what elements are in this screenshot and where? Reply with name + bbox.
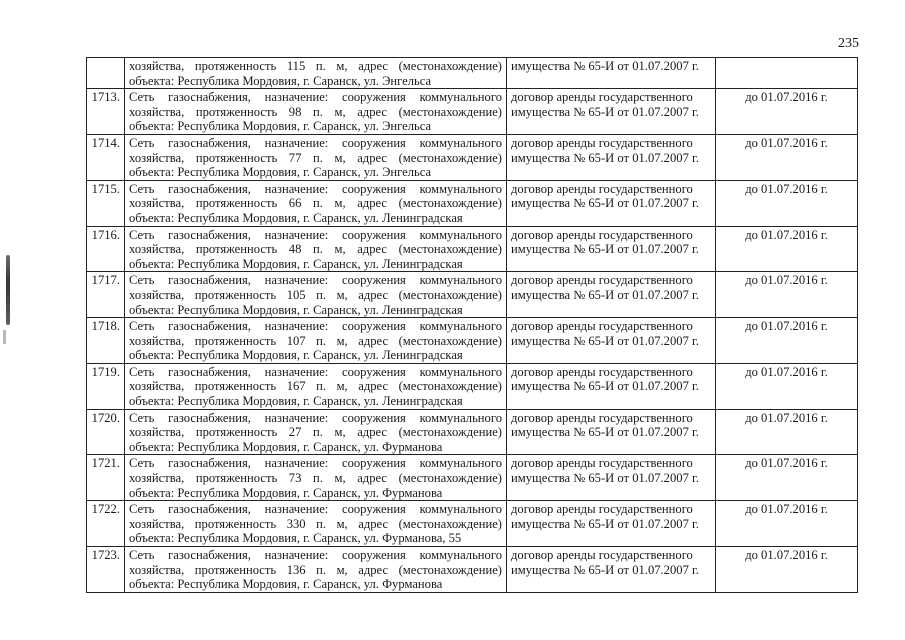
description-line: Сеть газоснабжения, назначение: сооружения коммунального — [129, 410, 502, 425]
basis-document-cell — [507, 134, 716, 180]
term-date-cell: до 01.07.2016 г. — [716, 134, 858, 180]
basis-line: имущества № 65-И от 01.07.2007 г. — [511, 150, 699, 165]
basis-document-cell — [507, 318, 716, 364]
basis-line: имущества № 65-И от 01.07.2007 г. — [511, 333, 699, 348]
object-description-cell — [125, 455, 507, 501]
object-description-cell — [125, 226, 507, 272]
basis-line: имущества № 65-И от 01.07.2007 г. — [511, 471, 699, 486]
table-row — [87, 455, 858, 501]
basis-line: договор аренды государственного — [511, 273, 693, 288]
basis-document-cell — [507, 501, 716, 547]
description-line: Сеть газоснабжения, назначение: сооружения коммунального — [129, 456, 502, 471]
description-line: Сеть газоснабжения, назначение: сооружения коммунального — [129, 548, 502, 562]
description-line: хозяйства, протяженность 330 п. м, адрес (местонахождение) — [129, 516, 502, 531]
row-number-cell: 1721. — [87, 455, 125, 501]
description-line: хозяйства, протяженность 77 п. м, адрес (местонахождение) — [129, 150, 502, 165]
property-register-table — [86, 57, 858, 593]
description-line: объекта: Республика Мордовия, г. Саранск, ул. Ленинградская — [129, 302, 463, 317]
description-line: хозяйства, протяженность 27 п. м, адрес (местонахождение) — [129, 425, 502, 440]
object-description-cell — [125, 180, 507, 226]
table-row — [87, 226, 858, 272]
basis-line: имущества № 65-И от 01.07.2007 г. — [511, 104, 699, 119]
description-line: объекта: Республика Мордовия, г. Саранск, ул. Энгельса — [129, 73, 432, 88]
term-date-cell — [716, 58, 858, 89]
table-row — [87, 89, 858, 135]
object-description-cell — [125, 318, 507, 364]
term-date-cell: до 01.07.2016 г. — [716, 318, 858, 364]
description-line: хозяйства, протяженность 66 п. м, адрес (местонахождение) — [129, 196, 502, 211]
term-date-cell: до 01.07.2016 г. — [716, 409, 858, 455]
object-description-cell — [125, 363, 507, 409]
description-line: объекта: Республика Мордовия, г. Саранск, ул. Ленинградская — [129, 210, 463, 225]
basis-document-cell — [507, 547, 716, 593]
description-line: хозяйства, протяженность 107 п. м, адрес (местонахождение) — [129, 333, 502, 348]
description-line: хозяйства, протяженность 48 п. м, адрес (местонахождение) — [129, 242, 502, 257]
row-number-cell: 1720. — [87, 409, 125, 455]
term-date-cell: до 01.07.2016 г. — [716, 272, 858, 318]
row-number-cell: 1719. — [87, 363, 125, 409]
description-line: объекта: Республика Мордовия, г. Саранск, ул. Фурманова — [129, 439, 443, 454]
basis-line: имущества № 65-И от 01.07.2007 г. — [511, 59, 699, 73]
table-row — [87, 409, 858, 455]
object-description-cell — [125, 272, 507, 318]
basis-document-cell — [507, 226, 716, 272]
basis-line: договор аренды государственного — [511, 502, 693, 517]
object-description-cell — [125, 501, 507, 547]
description-line: объекта: Республика Мордовия, г. Саранск, ул. Энгельса — [129, 119, 432, 134]
row-number-cell — [87, 58, 125, 89]
description-line: объекта: Республика Мордовия, г. Саранск, ул. Ленинградская — [129, 348, 463, 363]
basis-line: договор аренды государственного — [511, 227, 693, 242]
description-line: Сеть газоснабжения, назначение: сооружения коммунального — [129, 319, 502, 334]
term-date-cell: до 01.07.2016 г. — [716, 226, 858, 272]
description-line: Сеть газоснабжения, назначение: сооружения коммунального — [129, 273, 502, 288]
term-date-cell: до 01.07.2016 г. — [716, 363, 858, 409]
description-line: Сеть газоснабжения, назначение: сооружения коммунального — [129, 364, 502, 379]
description-line: хозяйства, протяженность 167 п. м, адрес (местонахождение) — [129, 379, 502, 394]
table-row — [87, 363, 858, 409]
basis-line: имущества № 65-И от 01.07.2007 г. — [511, 287, 699, 302]
row-number-cell: 1715. — [87, 180, 125, 226]
description-line: Сеть газоснабжения, назначение: сооружения коммунального — [129, 135, 502, 150]
basis-line: договор аренды государственного — [511, 181, 693, 196]
table-row — [87, 134, 858, 180]
description-line: Сеть газоснабжения, назначение: сооружения коммунального — [129, 502, 502, 517]
row-number-cell: 1714. — [87, 134, 125, 180]
basis-line: договор аренды государственного — [511, 410, 693, 425]
row-number-cell: 1716. — [87, 226, 125, 272]
table-body — [87, 58, 858, 593]
object-description-cell — [125, 409, 507, 455]
basis-line: договор аренды государственного — [511, 90, 693, 105]
term-date-cell: до 01.07.2016 г. — [716, 455, 858, 501]
description-line: Сеть газоснабжения, назначение: сооружения коммунального — [129, 227, 502, 242]
description-line: Сеть газоснабжения, назначение: сооружения коммунального — [129, 181, 502, 196]
basis-line: договор аренды государственного — [511, 548, 693, 562]
description-line: объекта: Республика Мордовия, г. Саранск, ул. Ленинградская — [129, 394, 463, 409]
basis-document-cell — [507, 363, 716, 409]
object-description-cell — [125, 134, 507, 180]
basis-line: имущества № 65-И от 01.07.2007 г. — [511, 196, 699, 211]
basis-line: имущества № 65-И от 01.07.2007 г. — [511, 379, 699, 394]
object-description-cell — [125, 89, 507, 135]
description-line: объекта: Республика Мордовия, г. Саранск, ул. Фурманова — [129, 577, 443, 592]
row-number-cell: 1723. — [87, 547, 125, 593]
table-row-continuation — [87, 58, 858, 89]
table-row — [87, 547, 858, 593]
object-description-cell — [125, 547, 507, 593]
description-line: объекта: Республика Мордовия, г. Саранск, ул. Фурманова — [129, 485, 443, 500]
basis-line: имущества № 65-И от 01.07.2007 г. — [511, 562, 699, 577]
basis-document-cell — [507, 409, 716, 455]
term-date-cell: до 01.07.2016 г. — [716, 89, 858, 135]
term-date-cell: до 01.07.2016 г. — [716, 180, 858, 226]
description-line: объекта: Республика Мордовия, г. Саранск, ул. Ленинградская — [129, 256, 463, 271]
basis-line: имущества № 65-И от 01.07.2007 г. — [511, 242, 699, 257]
description-line: хозяйства, протяженность 136 п. м, адрес (местонахождение) — [129, 562, 502, 577]
term-date-cell: до 01.07.2016 г. — [716, 547, 858, 593]
table-row — [87, 180, 858, 226]
page-number: 235 — [838, 36, 859, 51]
basis-document-cell — [507, 89, 716, 135]
description-line: хозяйства, протяженность 115 п. м, адрес (местонахождение) — [129, 59, 502, 73]
row-number-cell: 1722. — [87, 501, 125, 547]
description-line: хозяйства, протяженность 105 п. м, адрес (местонахождение) — [129, 287, 502, 302]
row-number-cell: 1718. — [87, 318, 125, 364]
row-number-cell: 1717. — [87, 272, 125, 318]
basis-line: договор аренды государственного — [511, 456, 693, 471]
row-number-cell: 1713. — [87, 89, 125, 135]
table-row — [87, 318, 858, 364]
basis-document-cell — [507, 180, 716, 226]
scan-artifact — [6, 255, 10, 325]
description-line: объекта: Республика Мордовия, г. Саранск, ул. Фурманова, 55 — [129, 531, 462, 546]
basis-line: договор аренды государственного — [511, 364, 693, 379]
term-date-cell: до 01.07.2016 г. — [716, 501, 858, 547]
description-line: Сеть газоснабжения, назначение: сооружения коммунального — [129, 90, 502, 105]
basis-line: имущества № 65-И от 01.07.2007 г. — [511, 516, 699, 531]
basis-document-cell — [507, 455, 716, 501]
description-line: объекта: Республика Мордовия, г. Саранск, ул. Энгельса — [129, 165, 432, 180]
description-line: хозяйства, протяженность 98 п. м, адрес (местонахождение) — [129, 104, 502, 119]
basis-document-cell — [507, 58, 716, 89]
basis-line: имущества № 65-И от 01.07.2007 г. — [511, 425, 699, 440]
scan-artifact-small — [3, 330, 6, 344]
table-row — [87, 272, 858, 318]
basis-line: договор аренды государственного — [511, 135, 693, 150]
basis-line: договор аренды государственного — [511, 319, 693, 334]
table-row — [87, 501, 858, 547]
object-description-cell — [125, 58, 507, 89]
description-line: хозяйства, протяженность 73 п. м, адрес (местонахождение) — [129, 471, 502, 486]
basis-document-cell — [507, 272, 716, 318]
